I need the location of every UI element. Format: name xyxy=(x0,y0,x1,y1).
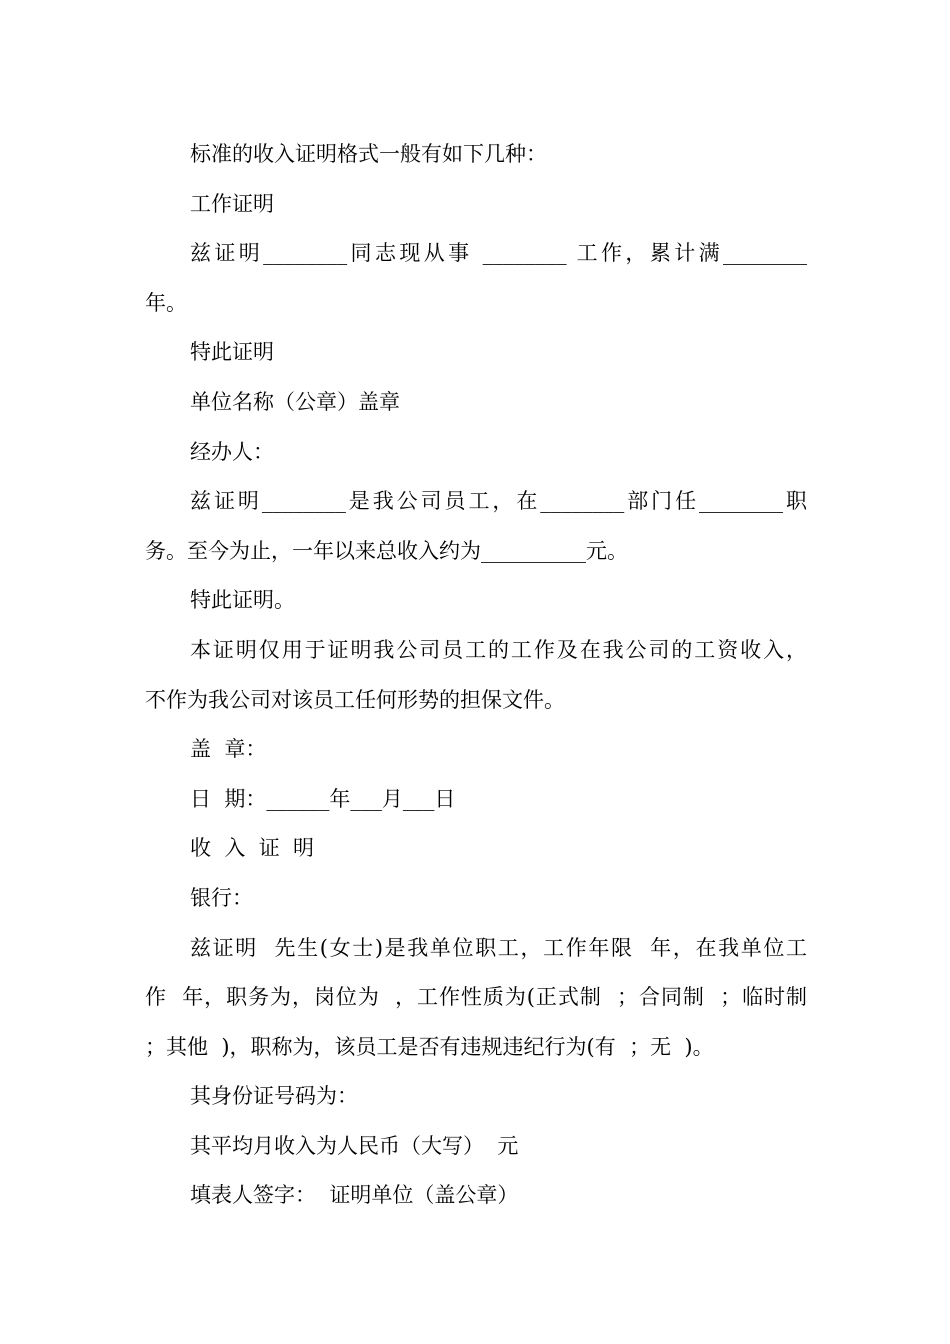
id-number-line: 其身份证号码为： xyxy=(190,1084,358,1109)
section-title-work-certificate: 工作证明 xyxy=(190,191,274,216)
income-cert-line-3: ；其他 )，职称为，该员工是否有违规违纪行为(有 ；无 )。 xyxy=(145,1034,714,1059)
unit-seal-line: 单位名称（公章）盖章 xyxy=(190,389,400,414)
handler-line: 经办人： xyxy=(190,439,274,464)
employee-cert-line-1: 兹证明________是我公司员工，在________部门任________职 xyxy=(190,489,807,514)
section-title-income-certificate: 收 入 证 明 xyxy=(190,836,315,861)
income-cert-line-2: 作 年，职务为，岗位为 ，工作性质为(正式制 ；合同制 ；临时制 xyxy=(145,985,807,1010)
hereby-certify-line-2: 特此证明。 xyxy=(190,588,295,613)
work-certificate-line-2: 年。 xyxy=(145,290,187,315)
work-certificate-line-1: 兹证明________同志现从事 ________ 工作，累计满________ xyxy=(190,241,807,266)
bank-line: 银行： xyxy=(190,885,253,910)
hereby-certify-line: 特此证明 xyxy=(190,340,274,365)
date-line: 日 期：______年___月___日 xyxy=(190,786,456,811)
employee-cert-line-2: 务。至今为止，一年以来总收入约为__________元。 xyxy=(145,538,628,563)
signature-line: 填表人签字： 证明单位（盖公章） xyxy=(190,1183,519,1208)
monthly-income-line: 其平均月收入为人民币（大写） 元 xyxy=(190,1133,519,1158)
disclaimer-line-1: 本证明仅用于证明我公司员工的工作及在我公司的工资收入， xyxy=(190,637,807,662)
income-cert-line-1: 兹证明 先生(女士)是我单位职工，工作年限 年，在我单位工 xyxy=(190,935,807,960)
disclaimer-line-2: 不作为我公司对该员工任何形势的担保文件。 xyxy=(145,687,565,712)
seal-line: 盖 章： xyxy=(190,737,267,762)
document-body xyxy=(145,130,807,1221)
intro-line: 标准的收入证明格式一般有如下几种： xyxy=(190,142,547,166)
